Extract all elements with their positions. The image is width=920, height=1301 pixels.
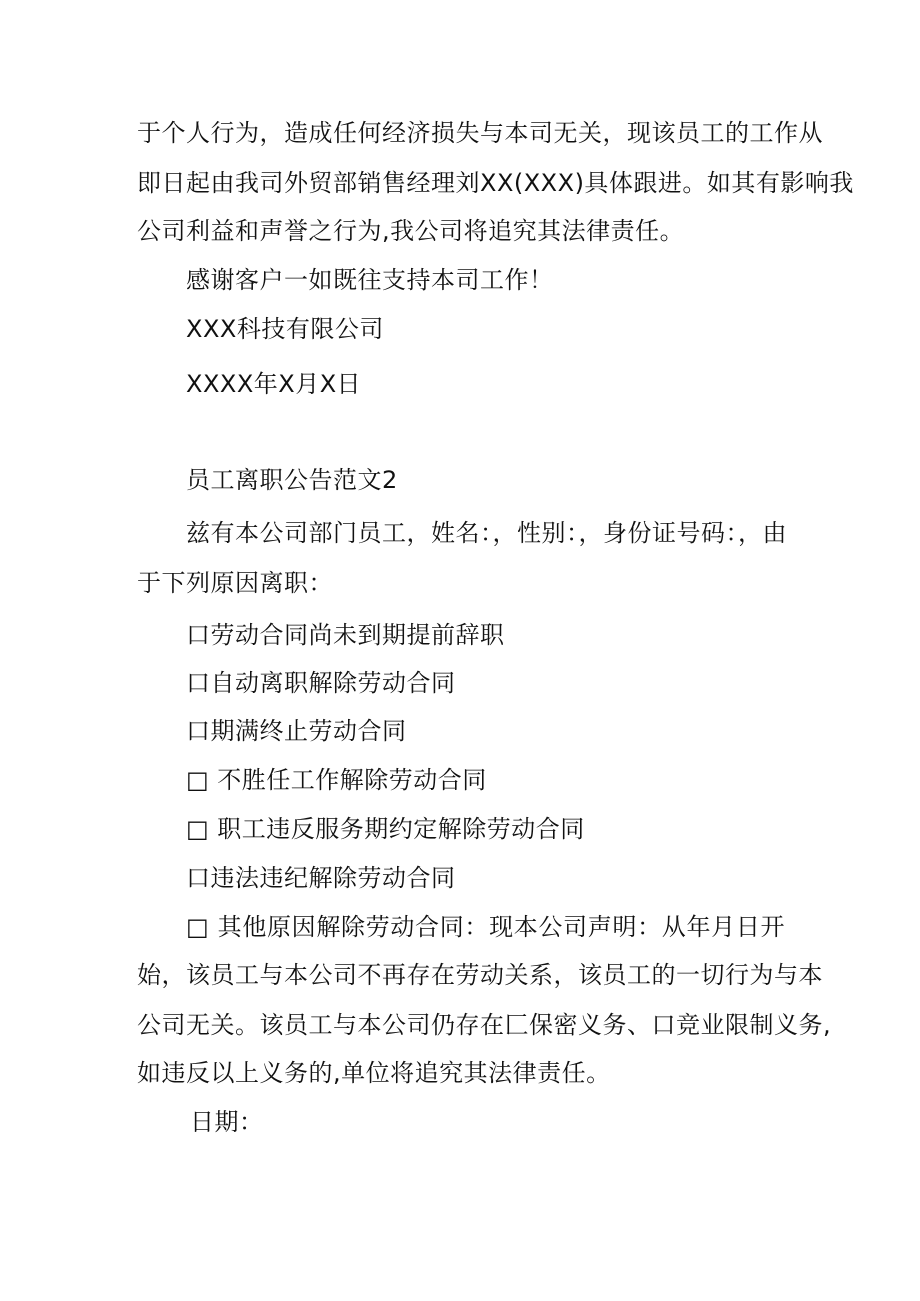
date-field-label: 日期： <box>190 1108 264 1136</box>
checkbox-option: 口自动离职解除劳动合同 <box>186 669 456 697</box>
date-line: XXXX年X月X日 <box>186 370 362 398</box>
checkbox-option: 口违法违纪解除劳动合同 <box>186 864 456 892</box>
paragraph-line: 始，该员工与本公司不再存在劳动关系，该员工的一切行为与本 <box>137 961 823 989</box>
paragraph-line: 即日起由我司外贸部销售经理刘XX(XXX)具体跟进。如其有影响我 <box>137 169 854 197</box>
checkbox-option: 口劳动合同尚未到期提前辞职 <box>186 621 505 649</box>
checkbox-option: □ 其他原因解除劳动合同：现本公司声明：从年月日开 <box>186 913 785 941</box>
paragraph-line: 公司利益和声誉之行为,我公司将追究其法律责任。 <box>137 217 685 245</box>
paragraph-line: 公司无关。该员工与本公司仍存在匚保密义务、口竞业限制义务, <box>137 1011 832 1039</box>
paragraph-line: 兹有本公司部门员工，姓名：，性别：，身份证号码：，由 <box>186 519 787 547</box>
company-name: XXX科技有限公司 <box>186 315 384 343</box>
paragraph-line: 如违反以上义务的,单位将追究其法律责任。 <box>137 1059 611 1087</box>
paragraph-line: 于下列原因离职： <box>137 569 333 597</box>
thanks-line: 感谢客户一如既往支持本司工作！ <box>186 266 554 294</box>
checkbox-option: □ 不胜任工作解除劳动合同 <box>186 766 487 794</box>
checkbox-option: □ 职工违反服务期约定解除劳动合同 <box>186 815 585 843</box>
paragraph-line: 于个人行为，造成任何经济损失与本司无关，现该员工的工作从 <box>137 119 823 147</box>
section-title: 员工离职公告范文2 <box>186 466 398 494</box>
checkbox-option: 口期满终止劳动合同 <box>186 717 407 745</box>
